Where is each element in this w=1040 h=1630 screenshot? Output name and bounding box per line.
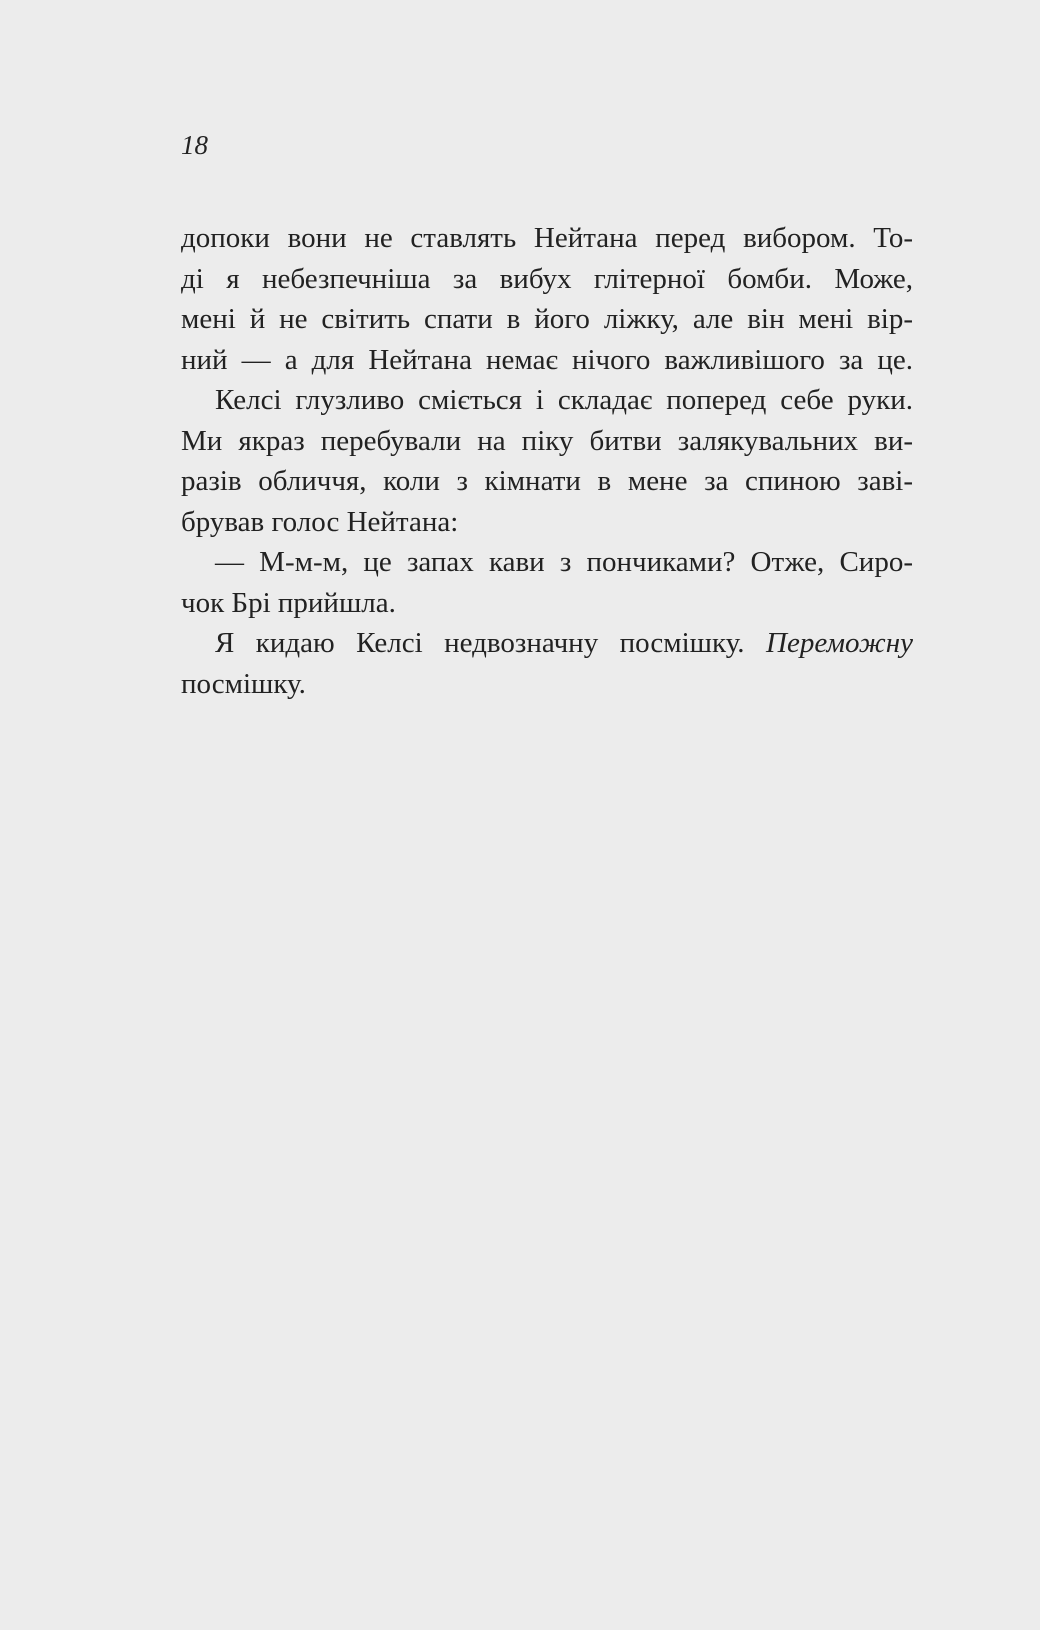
text-line: ний — а для Нейтана немає нічого важливішого за це. [181,343,913,376]
paragraph-start-line: Келсі глузливо сміється і складає поперед себе руки. [215,384,913,416]
paragraph-start-line [181,623,913,664]
text-line: допоки вони не ставлять Нейтана перед вибором. То- [181,222,913,254]
text-line: мені й не світить спати в його ліжку, але він мені вір- [181,303,913,335]
text-segment: Я кидаю Келсі недвозначну посмішку. [215,627,745,659]
text-line: Ми якраз перебували на піку битви залякувальних ви- [181,424,913,457]
dialogue-line: — М-м-м, це запах кави з пончиками? Отже, Сиро- [215,546,913,578]
text-line: посмішку. [181,667,306,700]
page-number: 18 [181,130,208,160]
text-line: ді я небезпечніша за вибух глітерної бомби. Може, [181,262,913,295]
body-text [181,218,913,704]
text-line: разів обличчя, коли з кімнати в мене за спиною заві- [181,465,913,497]
text-line: чок Брі прийшла. [181,586,396,619]
italic-word: Переможну [766,627,913,659]
text-line: брував голос Нейтана: [181,505,459,538]
